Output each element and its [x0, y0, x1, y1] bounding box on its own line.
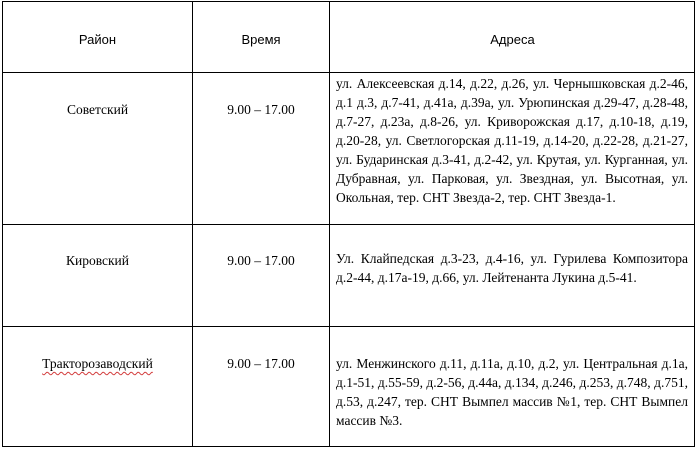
row-time: 9.00 – 17.00 — [227, 102, 295, 117]
row-divider — [3, 72, 694, 73]
header-time: Время — [241, 32, 281, 47]
row-time: 9.00 – 17.00 — [227, 253, 295, 268]
row-addresses: ул. Менжинского д.11, д.11а, д.10, д.2, ул. Центральная д.1а, д.1-51, д.55-59, д.2-56, д.44а, д.134, д.246, д.253, д.748, д.751, д.53, д.247, тер. СНТ Вымпел массив №1, тер. СНТ Вымпел массив №3. — [336, 356, 688, 428]
row-addresses: ул. Алексеевская д.14, д.22, д.26, ул. Чернышковская д.2-46, д.1 д.3, д.7-41, д.41а, д.39а, ул. Урюпинская д.29-47, д.28-48, д.7-27, д.23а, д.8-26, ул. Криворожская д.17, д.10-18, д.19, д.20-28, ул. Светлогорская д.11-19, д.14-20, д.22-28, д.21-27, ул. Бударинская д.3-41, д.2-42, ул. Крутая, ул. Курганная, ул. Дубравная, ул. Парковая, ул. Звездная, ул. Высотная, ул. Окольная, тер. СНТ Звезда-2, тер. СНТ Звезда-1. — [336, 76, 688, 205]
row-divider — [3, 224, 694, 225]
row-time: 9.00 – 17.00 — [227, 356, 295, 371]
row-district: Кировский — [65, 253, 130, 268]
row-district — [3, 354, 192, 373]
header-addresses: Адреса — [490, 32, 535, 47]
row-district: Советский — [66, 102, 129, 117]
schedule-table — [2, 1, 695, 447]
row-divider — [3, 326, 694, 327]
row-addresses: Ул. Клайпедская д.3-23, д.4-16, ул. Гурилева Композитора д.2-44, д.17а-19, д.66, ул. Лейтенанта Лукина д.5-41. — [336, 251, 688, 285]
spellcheck-underlined-text: Тракторозаводский — [42, 356, 153, 371]
header-district: Район — [78, 32, 117, 47]
